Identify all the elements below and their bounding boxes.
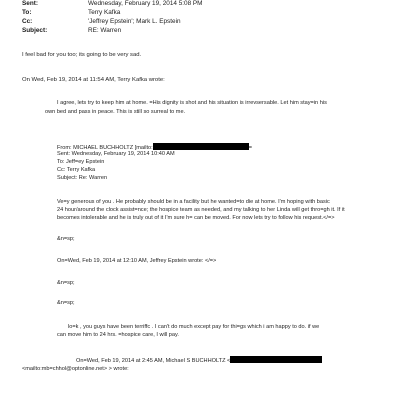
to-label: To: (22, 9, 32, 16)
jeffrey-wrote-line: On=Wed, Feb 19, 2014 at 12:10 AM, Jeffrey Epstein wrote: </=> (57, 258, 217, 264)
michael-message-line-2: 24 hour/around the clock assist=nce; the hospice team as needed, and my talking to her Linda will get thro=gh it. If it (57, 207, 345, 213)
from-text-end: = (248, 145, 253, 151)
opening-line: I feel bad for you too; its going to be very sad. (22, 52, 142, 58)
redaction-box (153, 143, 249, 150)
sent-value: Wednesday, February 19, 2014 5:08 PM (88, 0, 203, 7)
jeffrey-message-line-2: can move him to 24 hrs. =hospice care, I will pay. (57, 332, 179, 338)
subject-label: Subject: (22, 27, 48, 34)
from-text: From: MICHAEL BUCHHOLTZ [mailto: (57, 145, 153, 151)
nbsp-line-1: &n=sp; (57, 236, 75, 242)
cc-value: 'Jeffrey Epstein'; Mark L. Epstein (88, 18, 181, 25)
nbsp-line-2: &n=sp; (57, 280, 75, 286)
terry-message-line-2: own bed and pass in peace. This is still so surreal to me. (45, 109, 186, 115)
jeffrey-message-line-1: lo=k , you guys have been terriffc . I can't do much except pay for thi=gs which i am happy to do. if we (68, 324, 320, 330)
to-value: Terry Kafka (88, 9, 121, 16)
forwarded-subject-line: Subject: Re: Warren (57, 175, 108, 181)
cc-label: Cc: (22, 18, 33, 25)
forwarded-to-line: To: Jeff=ey Epstein (57, 159, 105, 165)
redaction-box (230, 356, 322, 363)
terry-wrote-line: On Wed, Feb 19, 2014 at 11:54 AM, Terry Kafka wrote: (22, 77, 165, 83)
michael-message-line-3: becomes intolerable and he is truly out of it I'm sure h= can be moved. For now lets try to follow his request.</=> (57, 215, 335, 221)
forwarded-sent-line: Sent: Wednesday, February 19, 2014 10:40 AM (57, 151, 175, 157)
subject-value: RE: Warren (88, 27, 122, 34)
sent-label: Sent: (22, 0, 38, 7)
mailto-line: <mailto:mb=chhol@optonline.net> > wrote: (22, 366, 129, 372)
nbsp-line-3: &n=sp; (57, 300, 75, 306)
terry-message-line-1: I agree, lets try to keep him at home. =His dignity is shot and his situation is irrevsersable. Let him stay=in his (57, 100, 327, 106)
michael-s-wrote-line (76, 356, 322, 366)
michael-s-wrote-text: On=Wed, Feb 19, 2014 at 2:45 AM, Michael S BUCHHOLTZ < (76, 358, 231, 364)
michael-message-line-1: Ve=y generous of you . He probably should be in a facility but he wanted=to die at home. I'm hoping with basic (57, 199, 330, 205)
forwarded-cc-line: Cc: Terry Kafka (57, 167, 96, 173)
